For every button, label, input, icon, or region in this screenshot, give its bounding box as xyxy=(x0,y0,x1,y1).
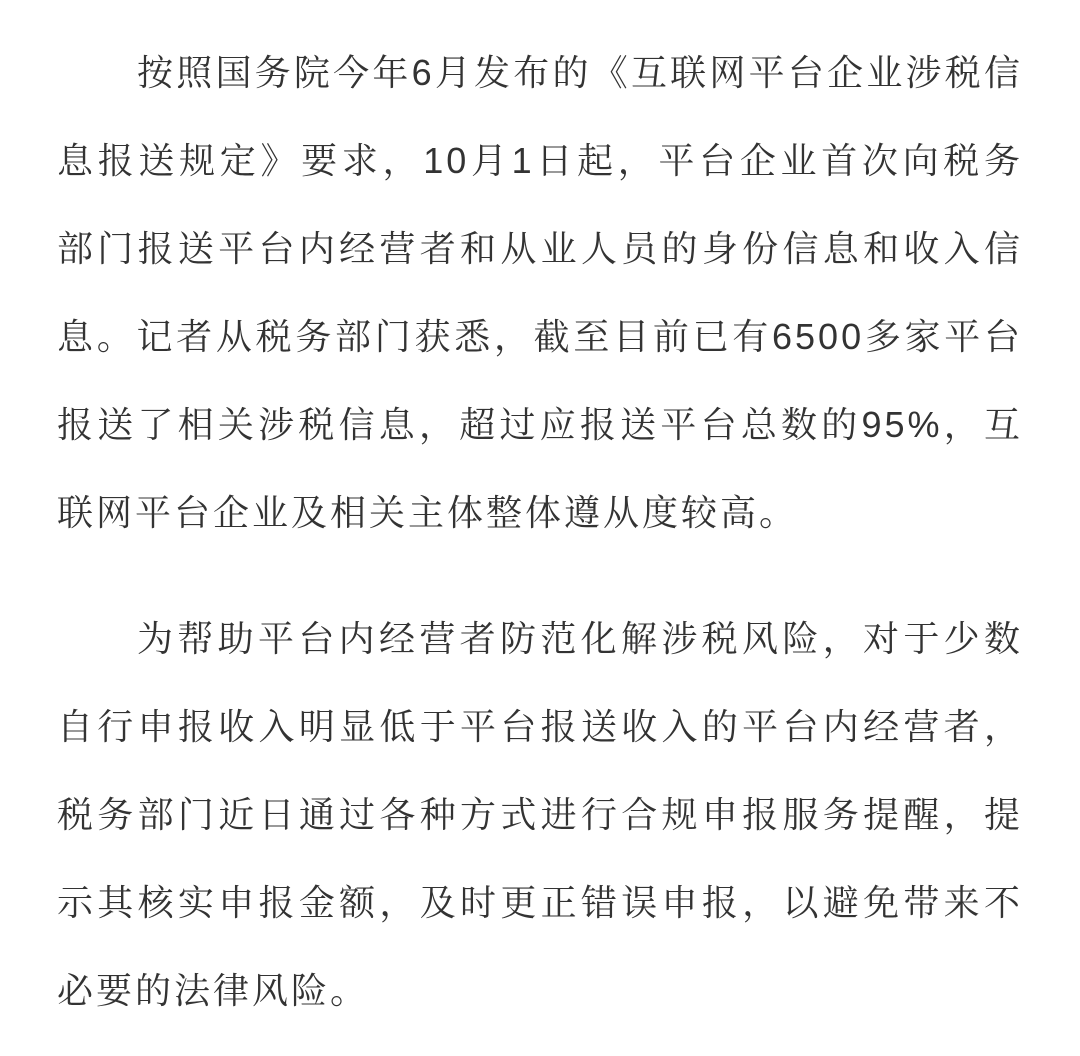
article-paragraph: 按照国务院今年6月发布的《互联网平台企业涉税信息报送规定》要求，10月1日起，平台企业首次向税务部门报送平台内经营者和从业人员的身份信息和收入信息。记者从税务部门获悉，截至目前已有6500多家平台报送了相关涉税信息，超过应报送平台总数的95%，互联网平台企业及相关主体整体遵从度较高。 xyxy=(57,52,1023,533)
article-paragraph: 为帮助平台内经营者防范化解涉税风险，对于少数自行申报收入明显低于平台报送收入的平台内经营者，税务部门近日通过各种方式进行合规申报服务提醒，提示其核实申报金额，及时更正错误申报，以避免带来不必要的法律风险。 xyxy=(57,618,1023,1011)
